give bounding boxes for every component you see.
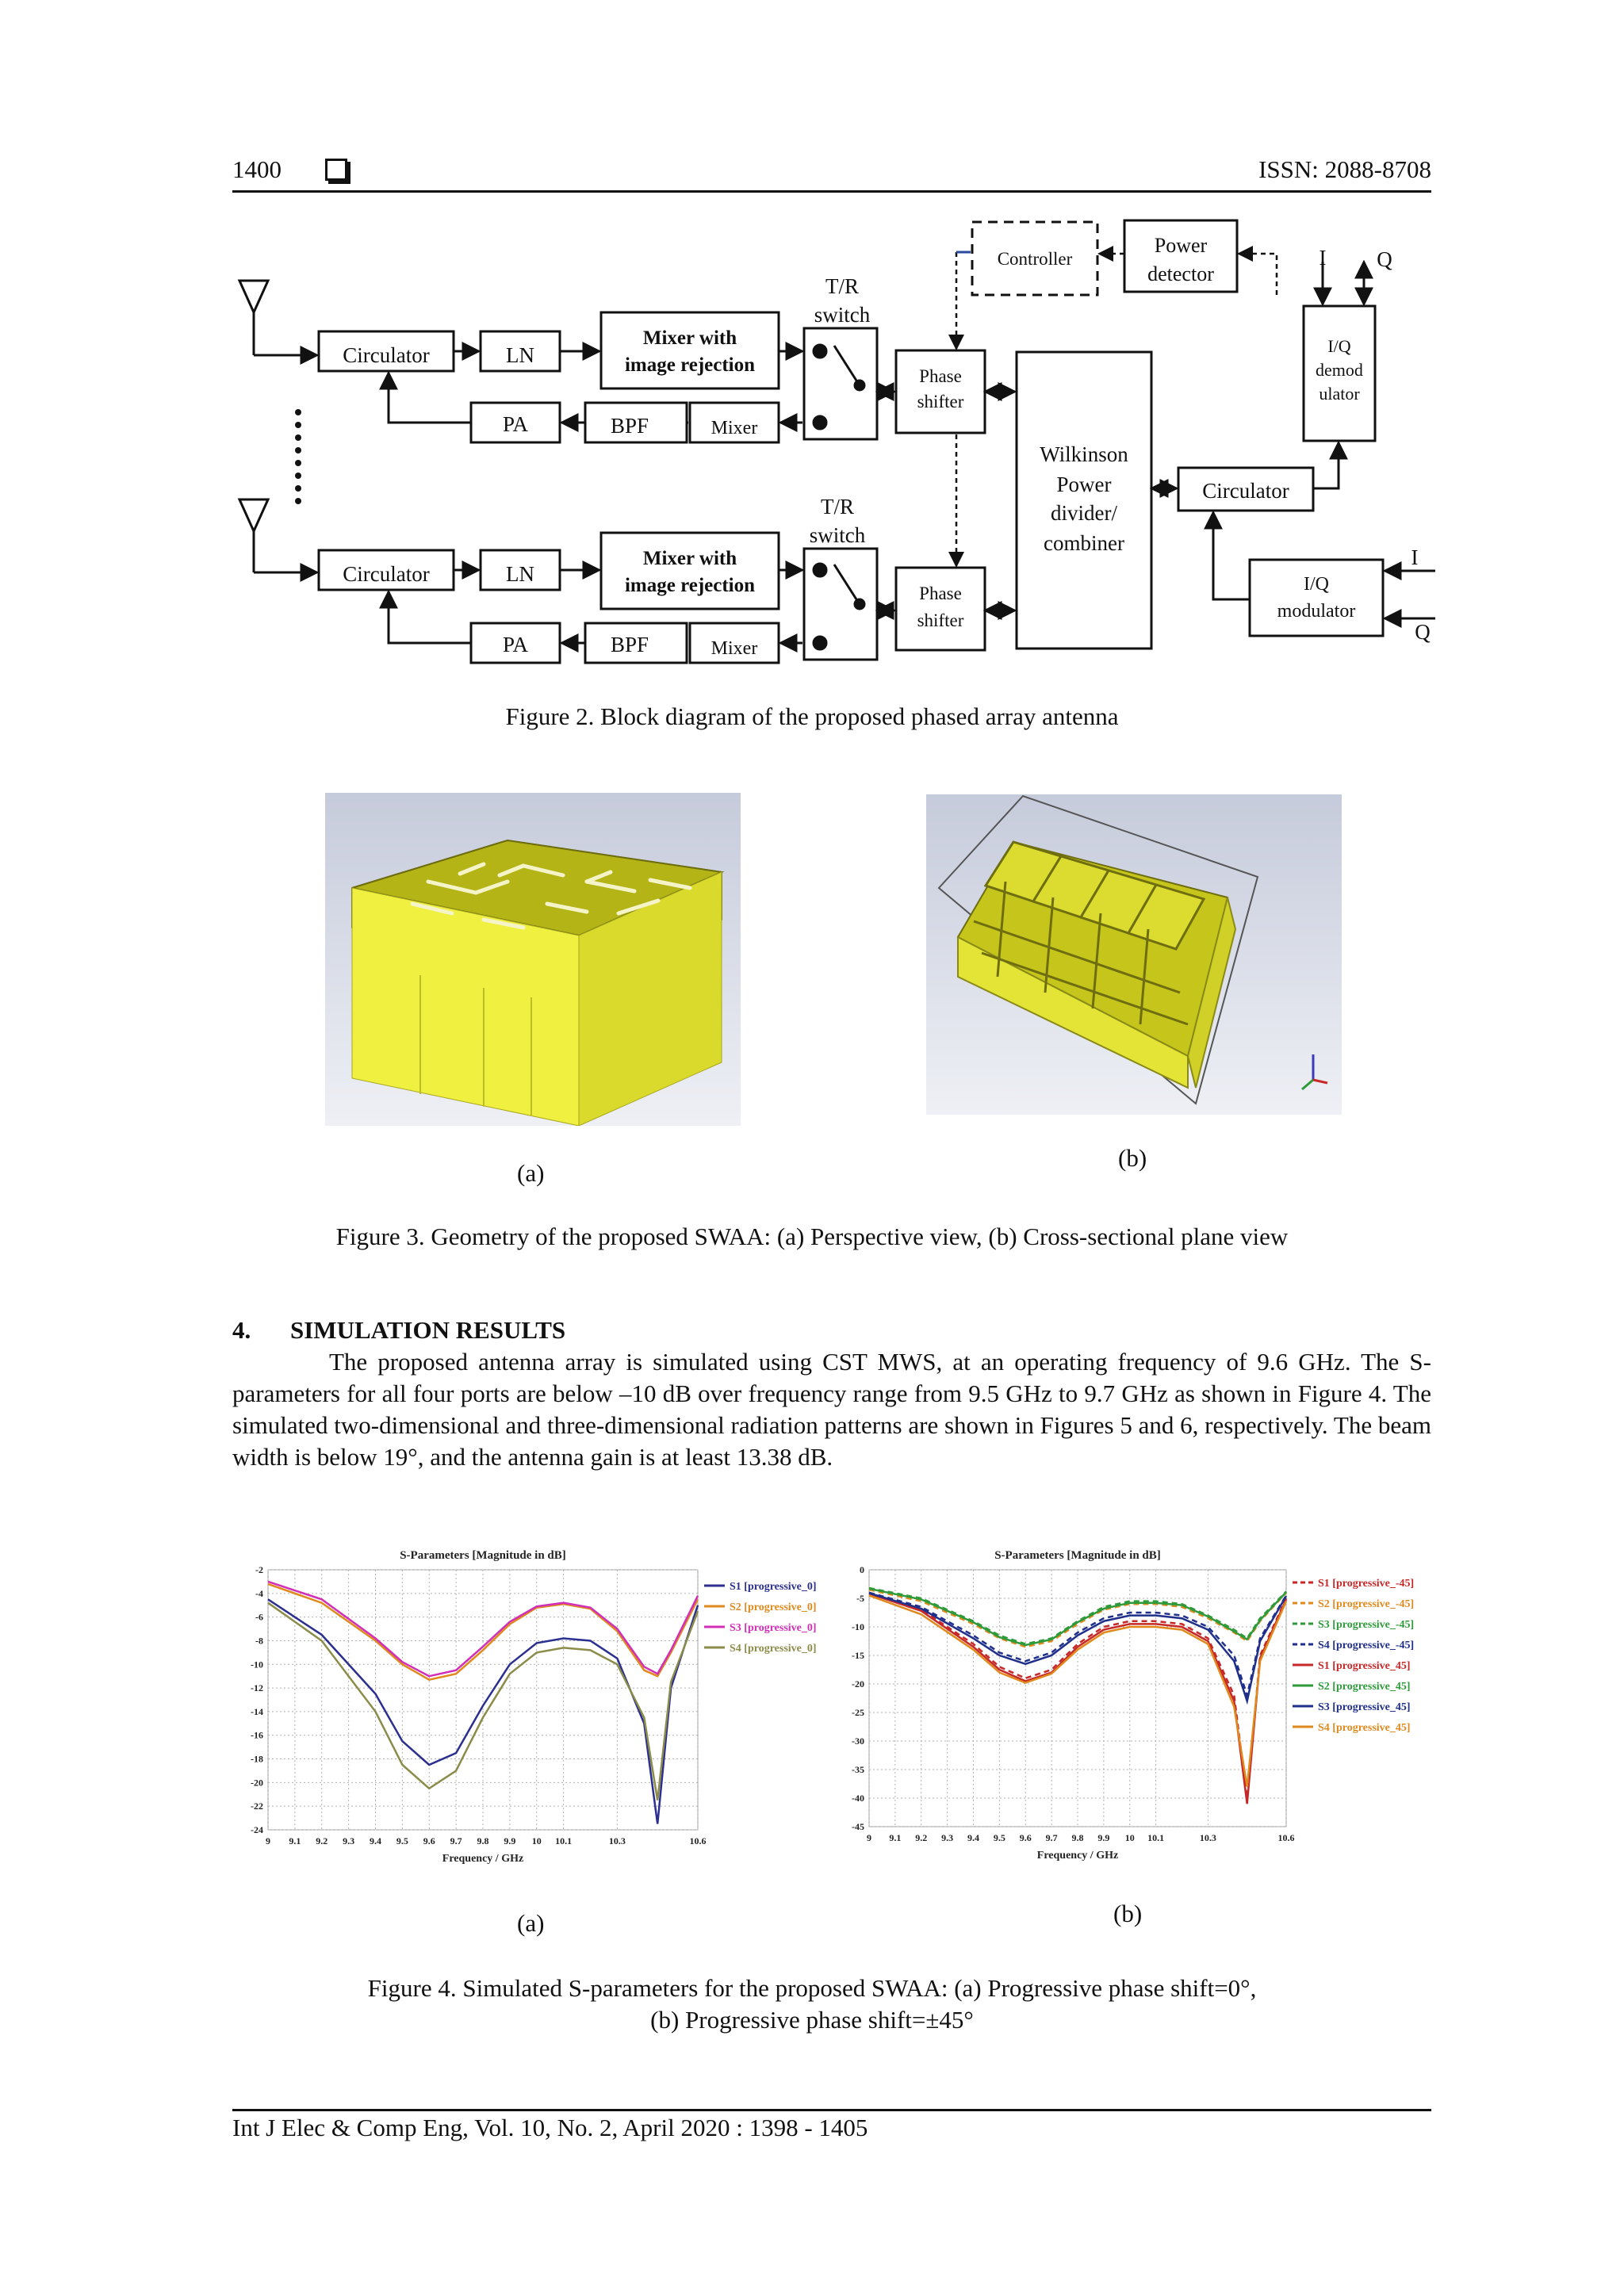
y-tick-label: -15 bbox=[852, 1650, 864, 1661]
tr-label-1b: switch bbox=[814, 303, 871, 327]
y-tick-label: -25 bbox=[852, 1707, 864, 1718]
wilkinson-label-b: Power bbox=[1056, 473, 1112, 496]
circulator-label-1: Circulator bbox=[343, 343, 430, 367]
y-tick-label: -6 bbox=[255, 1611, 263, 1623]
mixer-label-1: Mixer bbox=[710, 418, 758, 438]
legend-entry: S3 [progressive_0] bbox=[730, 1622, 817, 1634]
pa-label-2: PA bbox=[502, 633, 529, 656]
y-tick-label: -30 bbox=[852, 1735, 864, 1747]
y-tick-label: -14 bbox=[251, 1705, 263, 1717]
x-tick-label: 10.1 bbox=[555, 1835, 573, 1846]
legend-entry: S1 [progressive_0] bbox=[730, 1581, 817, 1593]
legend-entry: S2 [progressive_45] bbox=[1318, 1681, 1411, 1693]
x-tick-label: 9.6 bbox=[1019, 1832, 1032, 1843]
issn: ISSN: 2088-8708 bbox=[1258, 155, 1431, 183]
q-label-right: Q bbox=[1415, 620, 1431, 644]
phase-shifter-box-2 bbox=[896, 568, 985, 650]
figure3-label-b: (b) bbox=[1118, 1144, 1147, 1172]
q-label-top: Q bbox=[1377, 247, 1392, 271]
figure4-label-a: (a) bbox=[517, 1909, 545, 1937]
figure3b-image bbox=[926, 794, 1342, 1115]
y-tick-label: -35 bbox=[852, 1764, 864, 1775]
chart-title: S-Parameters [Magnitude in dB] bbox=[400, 1549, 566, 1562]
mixer-image-box-2 bbox=[601, 533, 779, 609]
antenna-icon bbox=[239, 281, 268, 312]
power-detector-label-b: detector bbox=[1147, 262, 1214, 285]
x-tick-label: 9.1 bbox=[289, 1835, 301, 1846]
s-parameters-chart-b bbox=[841, 1538, 1443, 1871]
figure3-label-a: (a) bbox=[517, 1159, 545, 1187]
bpf-label-1: BPF bbox=[610, 414, 649, 438]
tr-label-2a: T/R bbox=[820, 495, 855, 519]
x-tick-label: 10.6 bbox=[689, 1835, 707, 1846]
phase-shifter-label-2b: shifter bbox=[917, 610, 964, 630]
x-tick-label: 10.1 bbox=[1147, 1832, 1165, 1843]
y-tick-label: -8 bbox=[255, 1635, 263, 1647]
mixer-image-label-1a: Mixer with bbox=[642, 327, 737, 349]
mixer-image-label-2a: Mixer with bbox=[642, 548, 737, 569]
mixer-image-box-1 bbox=[601, 312, 779, 388]
mixer-image-label-1b: image rejection bbox=[624, 354, 756, 376]
legend-entry: S1 [progressive_-45] bbox=[1318, 1578, 1415, 1590]
x-tick-label: 9.7 bbox=[1045, 1832, 1058, 1843]
legend-entry: S1 [progressive_45] bbox=[1318, 1660, 1411, 1672]
legend-entry: S2 [progressive_0] bbox=[730, 1601, 817, 1613]
section-number: 4. bbox=[232, 1316, 251, 1344]
legend-entry: S3 [progressive_-45] bbox=[1318, 1619, 1415, 1631]
legend-entry: S4 [progressive_45] bbox=[1318, 1722, 1411, 1734]
x-tick-label: 9.6 bbox=[423, 1835, 435, 1846]
chart-title: S-Parameters [Magnitude in dB] bbox=[994, 1549, 1161, 1562]
x-tick-label: 9.8 bbox=[477, 1835, 489, 1846]
pa-label-1: PA bbox=[502, 412, 529, 436]
y-tick-label: -5 bbox=[856, 1593, 864, 1604]
footer-text: Int J Elec & Comp Eng, Vol. 10, No. 2, April 2020 : 1398 - 1405 bbox=[232, 2114, 868, 2141]
iq-demod-label-b: demod bbox=[1316, 360, 1363, 380]
wilkinson-label-a: Wilkinson bbox=[1040, 442, 1128, 466]
bpf-label-2: BPF bbox=[610, 633, 649, 656]
section-paragraph: The proposed antenna array is simulated using CST MWS, at an operating frequency of 9.6 GHz. The S-parameters for all four ports are below –10 dB over frequency range from 9.5 GHz to 9.7 GHz as shown in Figure 4. The simulated two-dimensional and three-dimensional radiation patterns are shown in Figures 5 and 6, respectively. The beam width is below 19°, and the antenna gain is at least 13.38 dB. bbox=[232, 1348, 1431, 1471]
y-tick-label: -20 bbox=[852, 1678, 864, 1689]
circulator-label-2: Circulator bbox=[343, 562, 430, 586]
x-tick-label: 10 bbox=[531, 1835, 542, 1846]
x-tick-label: 9 bbox=[867, 1832, 871, 1843]
s-parameters-chart-a bbox=[238, 1538, 833, 1879]
y-tick-label: -16 bbox=[251, 1729, 263, 1741]
figure2-caption: Figure 2. Block diagram of the proposed phased array antenna bbox=[505, 702, 1119, 730]
legend-entry: S4 [progressive_-45] bbox=[1318, 1640, 1415, 1651]
legend-entry: S4 [progressive_0] bbox=[730, 1643, 817, 1655]
x-tick-label: 9.9 bbox=[504, 1835, 516, 1846]
iq-mod-label-b: modulator bbox=[1277, 601, 1356, 622]
x-tick-label: 9.2 bbox=[316, 1835, 328, 1846]
x-tick-label: 9.7 bbox=[450, 1835, 462, 1846]
phase-shifter-label-2a: Phase bbox=[919, 584, 962, 603]
figure4-caption-line2: (b) Progressive phase shift=±45° bbox=[650, 2006, 974, 2034]
figure3a-image bbox=[325, 793, 741, 1126]
figure3-caption: Figure 3. Geometry of the proposed SWAA: (a) Perspective view, (b) Cross-sectional plane view bbox=[335, 1223, 1289, 1250]
x-tick-label: 9.4 bbox=[370, 1835, 381, 1846]
wilkinson-label-c: divider/ bbox=[1051, 501, 1117, 525]
figure4-label-b: (b) bbox=[1113, 1900, 1143, 1927]
block-diagram bbox=[0, 0, 1624, 682]
x-tick-label: 9.5 bbox=[993, 1832, 1005, 1843]
power-detector-label-a: Power bbox=[1154, 234, 1208, 257]
y-tick-label: -24 bbox=[251, 1824, 263, 1835]
i-label-right: I bbox=[1411, 545, 1419, 569]
x-tick-label: 9.9 bbox=[1097, 1832, 1110, 1843]
y-tick-label: 0 bbox=[860, 1564, 864, 1575]
x-tick-label: 10.3 bbox=[1199, 1832, 1216, 1843]
mixer-label-2: Mixer bbox=[710, 638, 758, 659]
page-number: 1400 bbox=[232, 155, 282, 183]
x-tick-label: 9.5 bbox=[396, 1835, 408, 1846]
tr-label-1a: T/R bbox=[825, 274, 860, 298]
x-axis-label: Frequency / GHz bbox=[442, 1853, 524, 1865]
x-tick-label: 9.8 bbox=[1071, 1832, 1084, 1843]
x-tick-label: 10 bbox=[1124, 1832, 1135, 1843]
phase-shifter-label-1a: Phase bbox=[919, 366, 962, 386]
y-tick-label: -20 bbox=[251, 1777, 263, 1789]
wilkinson-box bbox=[1017, 352, 1151, 649]
footer-rule bbox=[232, 2109, 1431, 2111]
y-tick-label: -2 bbox=[255, 1564, 263, 1575]
ln-label-2: LN bbox=[506, 562, 534, 586]
y-tick-label: -22 bbox=[251, 1800, 263, 1812]
y-tick-label: -45 bbox=[852, 1821, 864, 1832]
phase-shifter-label-1b: shifter bbox=[917, 392, 964, 411]
y-tick-label: -10 bbox=[251, 1659, 263, 1670]
x-tick-label: 9.2 bbox=[915, 1832, 928, 1843]
legend-entry: S2 [progressive_-45] bbox=[1318, 1598, 1415, 1610]
y-tick-label: -40 bbox=[852, 1793, 864, 1804]
iq-modulator-box bbox=[1250, 560, 1383, 636]
controller-label: Controller bbox=[997, 249, 1073, 269]
y-tick-label: -18 bbox=[251, 1753, 263, 1765]
x-tick-label: 10.3 bbox=[608, 1835, 626, 1846]
circulator-label-3: Circulator bbox=[1202, 479, 1289, 503]
antenna-icon bbox=[239, 499, 268, 531]
legend-entry: S3 [progressive_45] bbox=[1318, 1701, 1411, 1713]
x-tick-label: 9.3 bbox=[343, 1835, 355, 1846]
i-label-top: I bbox=[1319, 246, 1327, 270]
x-tick-label: 9.4 bbox=[967, 1832, 979, 1843]
iq-demod-label-c: ulator bbox=[1319, 384, 1360, 404]
y-tick-label: -4 bbox=[255, 1587, 263, 1599]
y-tick-label: -12 bbox=[251, 1682, 263, 1694]
figure4-caption-line1: Figure 4. Simulated S-parameters for the proposed SWAA: (a) Progressive phase shift=0°, bbox=[367, 1974, 1257, 2002]
x-axis-label: Frequency / GHz bbox=[1036, 1850, 1119, 1862]
iq-mod-label-a: I/Q bbox=[1304, 574, 1329, 595]
section-title: SIMULATION RESULTS bbox=[290, 1316, 566, 1344]
x-tick-label: 9 bbox=[266, 1835, 270, 1846]
ln-label-1: LN bbox=[506, 343, 534, 367]
x-tick-label: 9.3 bbox=[941, 1832, 954, 1843]
x-tick-label: 10.6 bbox=[1277, 1832, 1295, 1843]
iq-demod-label-a: I/Q bbox=[1327, 336, 1351, 356]
tr-label-2b: switch bbox=[809, 523, 866, 547]
wilkinson-label-d: combiner bbox=[1044, 531, 1124, 555]
y-tick-label: -10 bbox=[852, 1621, 864, 1632]
mixer-image-label-2b: image rejection bbox=[624, 575, 756, 596]
x-tick-label: 9.1 bbox=[889, 1832, 902, 1843]
